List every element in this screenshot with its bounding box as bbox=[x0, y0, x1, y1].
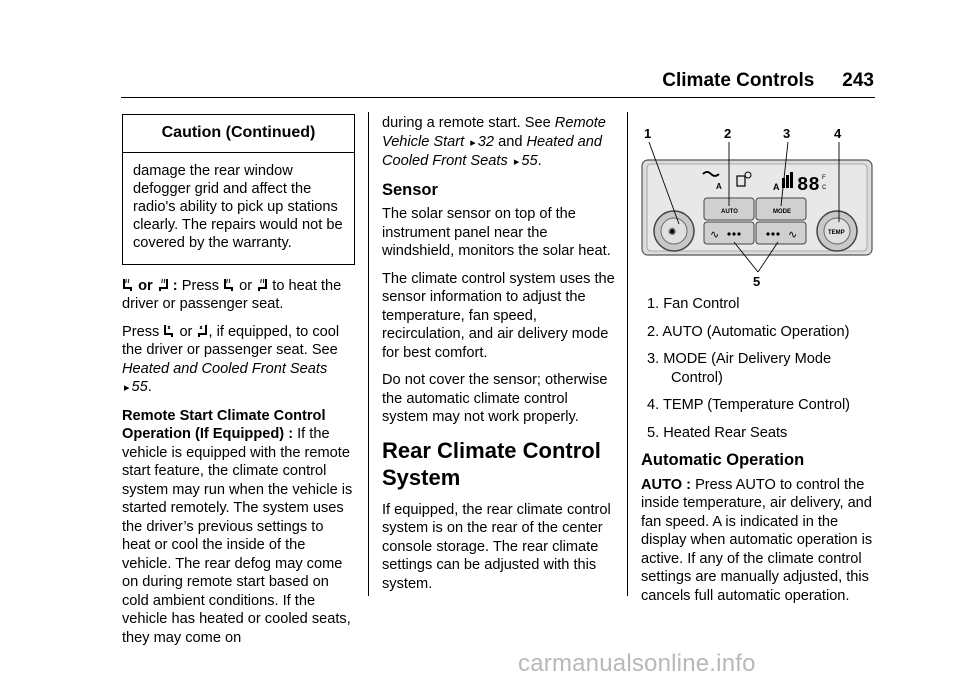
right-column bbox=[641, 114, 876, 614]
legend-item: 3. MODE (Air Delivery Mode Control) bbox=[647, 351, 832, 386]
section-title: Climate Controls bbox=[662, 70, 815, 91]
display-auto-a-2: A bbox=[773, 182, 780, 192]
figure-legend bbox=[641, 295, 876, 442]
caution-box bbox=[122, 114, 355, 265]
heated-label-colon: : bbox=[172, 277, 178, 294]
sensor-paragraph-2: The climate control system uses the sensor information to adjust the temperature, fan speed, recirculation, and air delivery mode for best comfort. bbox=[382, 270, 615, 361]
column-divider-1 bbox=[368, 112, 369, 596]
middle-column bbox=[382, 114, 615, 602]
cooled-seat-driver-icon bbox=[163, 324, 175, 338]
rear-seat-left-icon: ∿ bbox=[710, 228, 720, 241]
page-ref-arrow-icon: ▸ bbox=[513, 156, 520, 168]
remote-start-continued: during a remote start. See Remote Vehicle Start ▸ 32 and Heated and Cooled Front Seats ▸ 55. bbox=[382, 115, 606, 169]
heated-press-word: Press bbox=[181, 277, 220, 294]
legend-item: 2. AUTO (Automatic Operation) bbox=[647, 323, 850, 340]
cooled-text: , if equipped, to cool the driver or passenger seat. See bbox=[122, 323, 340, 358]
callout-1: 1 bbox=[644, 126, 652, 141]
cooled-seats-paragraph: Press or , if equipped, to cool the driver or passenger seat. See Heated and Cooled Front Seats ▸ 55. bbox=[122, 323, 340, 395]
display-auto-a: A bbox=[716, 182, 722, 191]
heated-cooled-seats-link[interactable]: Heated and Cooled Front Seats bbox=[382, 133, 602, 169]
cooled-ref-page[interactable]: 55 bbox=[131, 379, 148, 395]
heated-seat-driver-icon-inline bbox=[223, 278, 235, 292]
fan-icon: ✺ bbox=[668, 227, 677, 238]
caution-body: damage the rear window defogger grid and affect the radio's ability to pick up stations clearly. The repairs would not be covered by the warranty. bbox=[133, 162, 343, 251]
remote-start-title: Remote Start Climate Control Operation (If Equipped) : bbox=[122, 407, 326, 442]
remote-vehicle-start-link[interactable]: Remote Vehicle Start bbox=[382, 115, 606, 150]
sensor-paragraph-1: The solar sensor on top of the instrument panel near the windshield, monitors the solar heat. bbox=[382, 206, 611, 259]
page-header bbox=[0, 70, 874, 92]
climate-panel-illustration bbox=[641, 114, 891, 289]
auto-label: AUTO : bbox=[641, 476, 691, 493]
mode-button-label: MODE bbox=[773, 209, 791, 215]
heated-label-or: or bbox=[138, 277, 153, 294]
cooled-press-word: Press bbox=[122, 323, 160, 340]
and-word: and bbox=[498, 133, 523, 150]
cooled-or-word: or bbox=[179, 323, 193, 340]
legend-item: 1. Fan Control bbox=[647, 296, 740, 312]
callout-3: 3 bbox=[783, 126, 791, 141]
auto-text: Press AUTO to control the inside temperature, air delivery, and fan speed. A is indicated in the display when automatic operation is active. If any of the climate control settings are manually adjusted, this cancels full automatic operation. bbox=[641, 476, 873, 604]
display-unit-f: F bbox=[822, 175, 826, 181]
climate-panel-figure bbox=[641, 114, 891, 289]
page-ref-arrow-icon: ▸ bbox=[470, 136, 476, 149]
heated-seats-paragraph bbox=[122, 277, 355, 314]
display-digits: 88 bbox=[797, 174, 820, 196]
caution-title: Caution (Continued) bbox=[123, 115, 354, 153]
continued-text: during a remote start. See bbox=[382, 115, 551, 131]
rear-seat-right-icon: ∿ bbox=[788, 228, 798, 241]
heated-seat-driver-icon bbox=[122, 278, 134, 292]
heated-seat-passenger-icon-inline bbox=[256, 278, 268, 292]
heated-rear-seat-right-button bbox=[756, 222, 806, 244]
legend-item: 4. TEMP (Temperature Control) bbox=[647, 397, 851, 413]
page-ref-arrow-icon: ▸ bbox=[124, 382, 130, 394]
heated-seat-passenger-icon bbox=[157, 278, 169, 292]
sensor-heading: Sensor bbox=[382, 180, 438, 199]
rear-climate-paragraph: If equipped, the rear climate control system is on the rear of the center console storage. The rear climate settings can be adjusted with this system. bbox=[382, 501, 611, 592]
auto-button-label: AUTO bbox=[721, 209, 738, 215]
header-rule bbox=[121, 97, 875, 98]
legend-item: 5. Heated Rear Seats bbox=[647, 424, 788, 441]
cooled-seat-passenger-icon bbox=[196, 324, 208, 338]
remote-start-text: If the vehicle is equipped with the remote start feature, the climate control system may run when the vehicle is started remotely. The system uses the driver’s previous settings to heat or cool the inside of the vehicle. The rear defog may come on during remote start based on cold ambient conditions. If the vehicle has heated or cooled seats, they may come on bbox=[122, 426, 353, 646]
display-unit-c: C bbox=[822, 185, 827, 191]
sensor-paragraph-3: Do not cover the sensor; otherwise the automatic climate control system may not work properly. bbox=[382, 372, 608, 425]
heated-cooled-seats-page[interactable]: 55 bbox=[521, 153, 538, 169]
page-number: 243 bbox=[842, 70, 874, 91]
rear-climate-heading: Rear Climate Control System bbox=[382, 437, 601, 490]
callout-4: 4 bbox=[834, 126, 842, 141]
remote-vehicle-start-page[interactable]: 32 bbox=[477, 133, 495, 150]
column-divider-2 bbox=[627, 112, 628, 596]
automatic-operation-heading: Automatic Operation bbox=[641, 451, 805, 469]
temp-label: TEMP bbox=[828, 230, 845, 236]
automatic-operation-paragraph bbox=[641, 476, 876, 606]
remote-start-paragraph bbox=[122, 407, 355, 648]
heated-text: to heat the driver or passenger seat. bbox=[122, 277, 342, 312]
cooled-ref-link[interactable]: Heated and Cooled Front Seats bbox=[122, 360, 328, 377]
callout-5: 5 bbox=[753, 274, 761, 289]
left-column bbox=[122, 114, 355, 656]
watermark: carmanualsonline.info bbox=[518, 650, 756, 677]
heated-or-word: or bbox=[239, 277, 253, 294]
callout-2: 2 bbox=[724, 126, 732, 141]
